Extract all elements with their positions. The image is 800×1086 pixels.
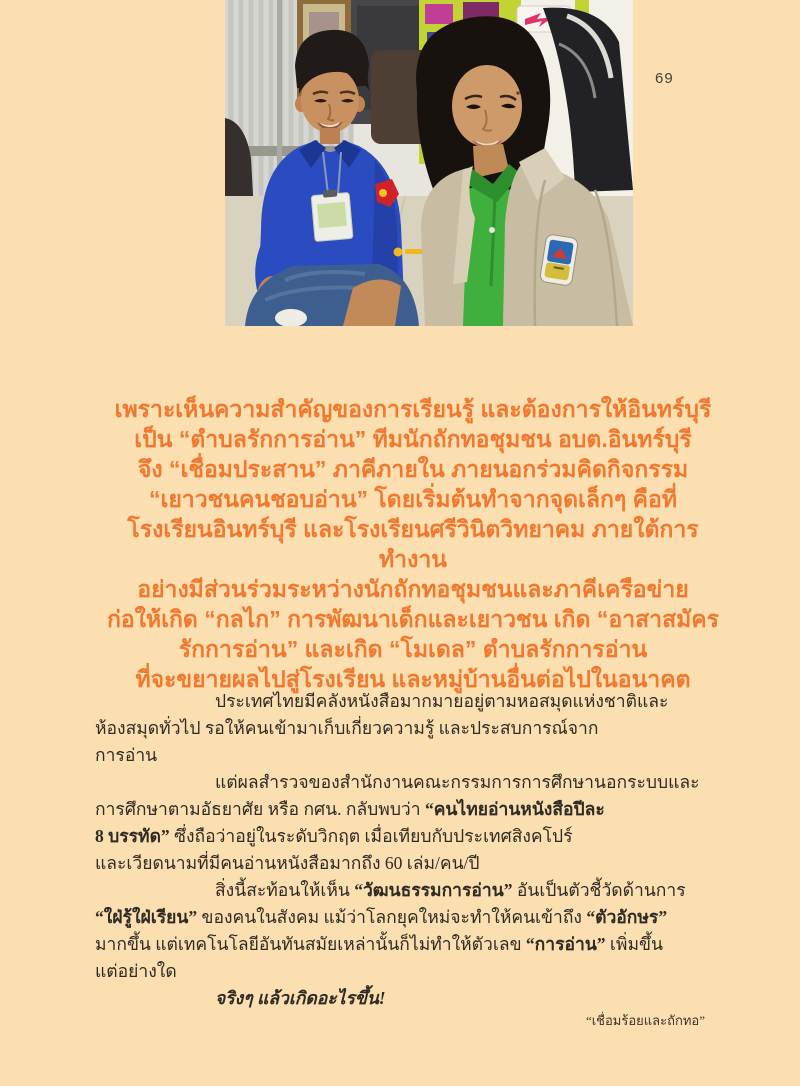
text-segment: “ตัวอักษร” — [586, 907, 668, 927]
headline-line: รักการอ่าน” และเกิด “โมเดล” ตำบลรักการอ่าน — [178, 636, 648, 662]
intro-headline — [100, 394, 726, 694]
headline-line: ที่จะขยายผลไปสู่โรงเรียน และหมู่บ้านอื่นต่อไปในอนาคต — [135, 666, 691, 692]
text-segment: “วัฒนธรรมการอ่าน” — [354, 880, 513, 900]
text-segment: จริงๆ แล้วเกิดอะไรขึ้น! — [215, 988, 386, 1008]
body-line — [95, 958, 713, 985]
body-line — [95, 850, 713, 877]
text-segment: และเวียดนามที่มีคนอ่านหนังสือมากถึง 60 เล่ม/คน/ปี — [95, 853, 480, 873]
headline-line: เป็น “ตำบลรักการอ่าน” ทีมนักถักทอชุมชน อบต.อินทร์บุรี — [134, 426, 692, 452]
page-number: 69 — [655, 70, 674, 87]
headline-line: ก่อให้เกิด “กลไก” การพัฒนาเด็กและเยาวชน เกิด “อาสาสมัคร — [106, 606, 720, 632]
photo-illustration — [225, 0, 633, 326]
headline-line: โรงเรียนอินทร์บุรี และโรงเรียนศรีวินิตวิทยาคม ภายใต้การทำงาน — [127, 516, 699, 572]
body-line — [95, 931, 713, 958]
text-segment: ของคนในสังคม แม้ว่าโลกยุคใหม่จะทำให้คนเข้าถึง — [197, 907, 587, 927]
body-text — [95, 688, 713, 1012]
body-line — [95, 877, 713, 904]
body-line — [95, 823, 713, 850]
text-segment: “การอ่าน” — [525, 934, 606, 954]
body-line — [95, 742, 713, 769]
text-segment: “คนไทยอ่านหนังสือปีละ — [424, 799, 605, 819]
text-segment: อันเป็นตัวชี้วัดด้านการ — [512, 880, 686, 900]
headline-line: เพราะเห็นความสำคัญของการเรียนรู้ และต้องการให้อินทร์บุรี — [114, 396, 712, 422]
text-segment: “ใฝ่รู้ใฝ่เรียน” — [95, 907, 198, 927]
text-segment: สิ่งนี้สะท้อนให้เห็น — [215, 880, 355, 900]
text-segment: ประเทศไทยมีคลังหนังสือมากมายอยู่ตามหอสมุดแห่งชาติและ — [215, 691, 669, 711]
text-segment: เพิ่มขึ้น — [605, 934, 663, 954]
body-line — [95, 904, 713, 931]
text-segment: การศึกษาตามอัธยาศัย หรือ กศน. กลับพบว่า — [95, 799, 425, 819]
footer-caption: “เชื่อมร้อยและถักทอ” — [585, 1013, 705, 1028]
text-segment: ซึ่งถือว่าอยู่ในระดับวิกฤต เมื่อเทียบกับประเทศสิงคโปร์ — [174, 826, 573, 846]
headline-line: จึง “เชื่อมประสาน” ภาคีภายใน ภายนอกร่วมคิดกิจกรรม — [137, 456, 689, 482]
body-line — [95, 796, 713, 823]
text-segment: 8 บรรทัด” — [95, 826, 175, 846]
text-segment: ห้องสมุดทั่วไป รอให้คนเข้ามาเก็บเกี่ยวความรู้ และประสบการณ์จาก — [95, 718, 599, 738]
text-segment: มากขึ้น แต่เทคโนโลยีอันทันสมัยเหล่านั้นก็ไม่ทำให้ตัวเลข — [95, 934, 526, 954]
body-line — [95, 715, 713, 742]
closing-line — [95, 985, 713, 1012]
body-line — [95, 769, 713, 796]
text-segment: การอ่าน — [95, 745, 158, 765]
photo-two-people — [225, 0, 633, 326]
text-segment: แต่ผลสำรวจของสำนักงานคณะกรรมการการศึกษานอกระบบและ — [215, 772, 700, 792]
text-segment: แต่อย่างใด — [95, 961, 177, 981]
headline-line: “เยาวชนคนชอบอ่าน” โดยเริ่มต้นทำจากจุดเล็กๆ คือที่ — [148, 486, 678, 512]
body-line — [95, 688, 713, 715]
headline-line: อย่างมีส่วนร่วมระหว่างนักถักทอชุมชนและภาคีเครือข่าย — [137, 576, 689, 602]
